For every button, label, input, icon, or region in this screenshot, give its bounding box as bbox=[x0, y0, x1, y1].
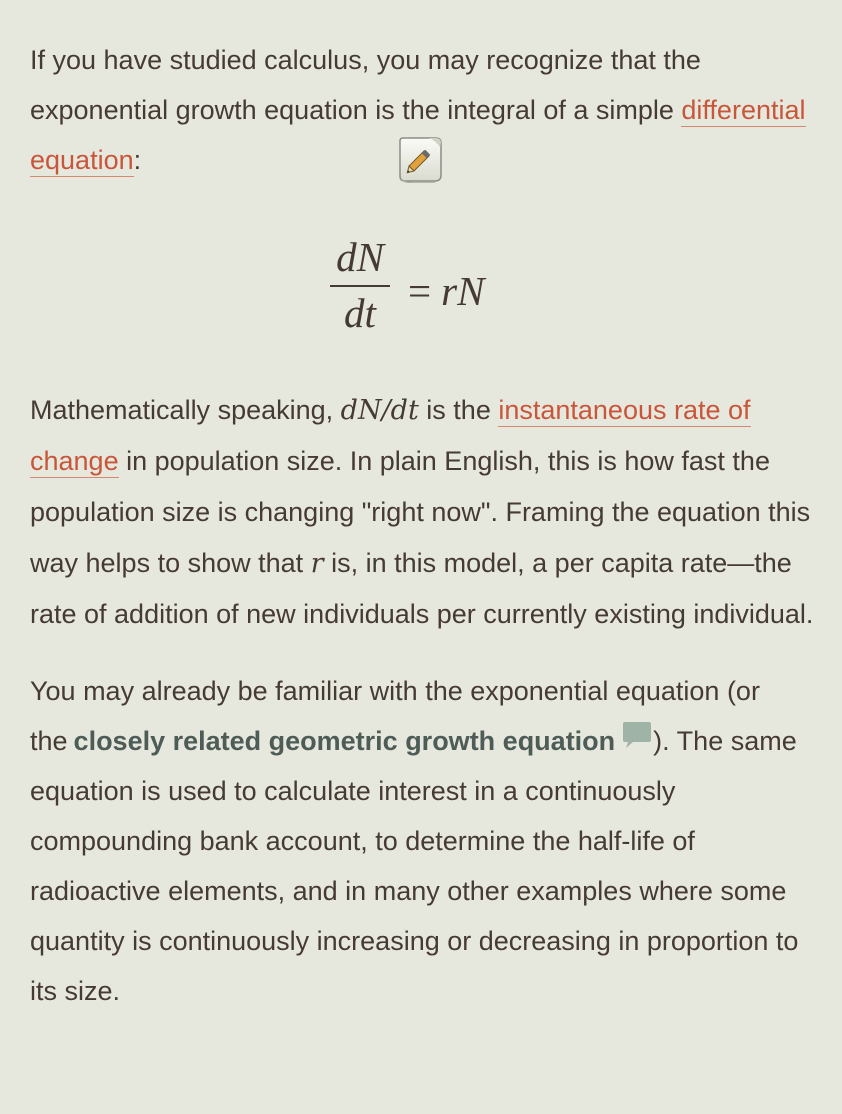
article-content bbox=[30, 35, 820, 1016]
equation-equals-sign: = bbox=[408, 268, 432, 314]
pencil-edit-icon bbox=[396, 135, 444, 185]
intro-colon: : bbox=[133, 145, 142, 175]
equation-fraction bbox=[328, 235, 392, 335]
explanation-text-2: is the bbox=[418, 395, 499, 425]
r-term: r bbox=[310, 548, 324, 579]
equation-rhs-r: r bbox=[441, 268, 458, 314]
equation-numerator: dN bbox=[336, 234, 384, 280]
edit-button[interactable] bbox=[396, 135, 444, 185]
fraction-bar bbox=[330, 285, 390, 287]
explanation-paragraph bbox=[30, 385, 820, 640]
instantaneous-rate-link[interactable]: instantaneous rate of change bbox=[30, 395, 751, 476]
intro-paragraph-block bbox=[30, 35, 820, 185]
explanation-text-3: in population size. In plain English, this is how fast the population size is changing "right now". Framing the equation this way helps to show that bbox=[30, 446, 811, 578]
explanation-text-4: is, in this model, a per capita rate—the rate of addition of new individuals per currently existing individual. bbox=[30, 548, 814, 629]
familiarity-text-1: You may already be familiar with the exponential equation (or the bbox=[30, 676, 760, 756]
differential-equation-display bbox=[30, 200, 820, 385]
geometric-growth-glossary-term[interactable]: closely related geometric growth equation bbox=[73, 726, 616, 756]
explanation-text-1: Mathematically speaking, bbox=[30, 395, 341, 425]
familiarity-text-3: The same equation is used to calculate interest in a continuously compounding bank account, to determine the half-life of radioactive elements, and in many other examples where some quantity is continuously increasing or decreasing in proportion to its size. bbox=[30, 726, 799, 1006]
equation-right-side bbox=[408, 266, 484, 316]
comment-bubble-icon[interactable] bbox=[621, 715, 653, 765]
familiarity-text-2: ). bbox=[653, 726, 670, 756]
differential-equation-link[interactable]: differential equation bbox=[30, 95, 806, 175]
intro-text: If you have studied calculus, you may recognize that the exponential growth equation is the integral of a simple bbox=[30, 45, 701, 125]
familiarity-paragraph bbox=[30, 666, 820, 1016]
dn-dt-term: dN/dt bbox=[340, 395, 419, 426]
equation-denominator: dt bbox=[344, 290, 376, 336]
equation-rhs-n: N bbox=[457, 268, 485, 314]
